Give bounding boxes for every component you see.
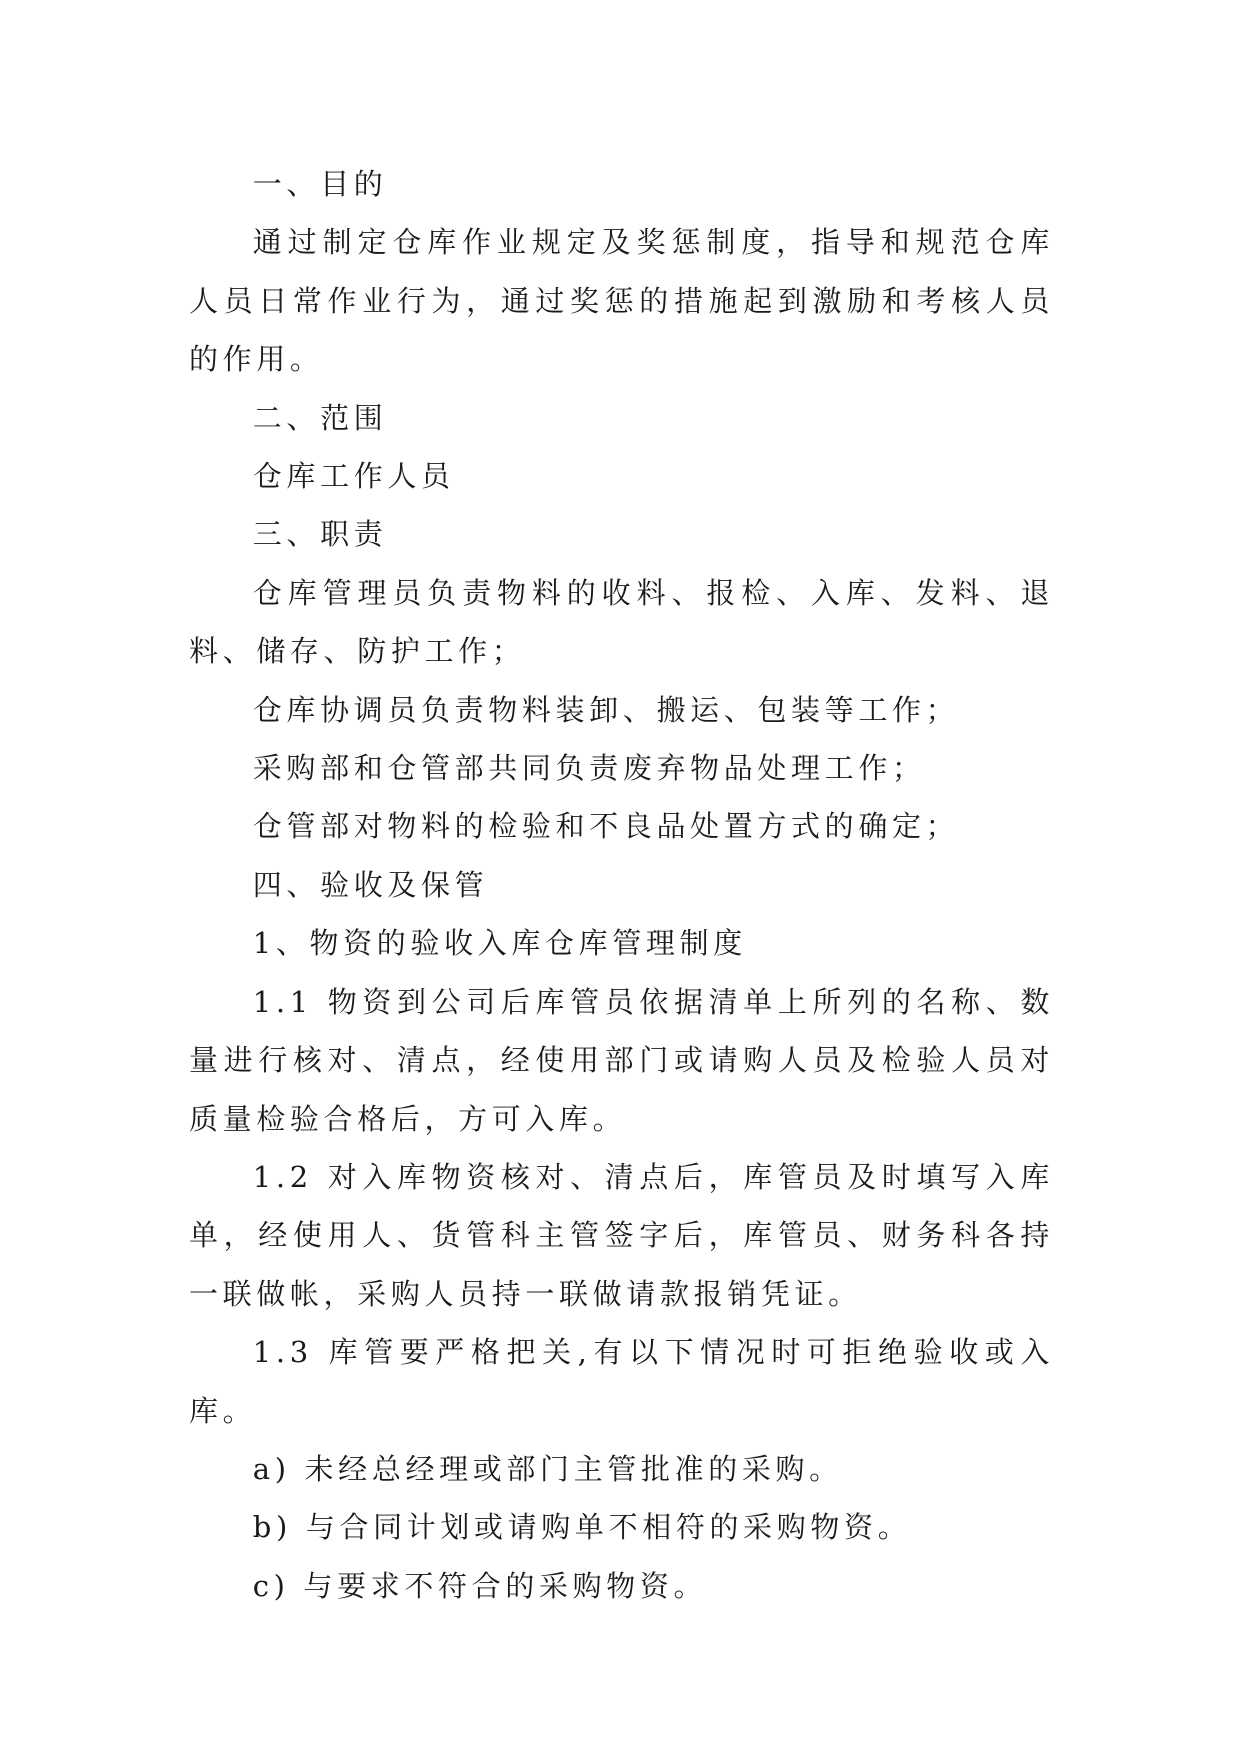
- section-heading-duties: 三、职责: [252, 517, 388, 552]
- section-heading-scope: 二、范围: [252, 400, 388, 435]
- subsection-heading-receiving: 1、物资的验收入库仓库管理制度: [252, 926, 747, 961]
- paragraph-duty-coordinator: 仓库协调员负责物料装卸、搬运、包装等工作；: [252, 692, 960, 727]
- clause-1-2: 1.2 对入库物资核对、清点后，库管员及时填写入库单，经使用人、货管科主管签字后，库管员、财务科各持一联做帐，采购人员持一联做请款报销凭证。: [189, 1159, 1054, 1311]
- clause-1-3: 1.3 库管要严格把关,有以下情况时可拒绝验收或入库。: [189, 1335, 1054, 1428]
- paragraph-duty-warehouse-manager: 仓库管理员负责物料的收料、报检、入库、发料、退料、储存、防护工作；: [189, 575, 1054, 669]
- paragraph-duty-purchasing: 采购部和仓管部共同负责废弃物品处理工作；: [252, 751, 926, 786]
- paragraph-purpose: 通过制定仓库作业规定及奖惩制度，指导和规范仓库人员日常作业行为，通过奖惩的措施起到激励和考核人员的作用。: [189, 225, 1054, 377]
- paragraph-duty-inspection: 仓管部对物料的检验和不良品处置方式的确定；: [252, 809, 960, 844]
- clause-1-1: 1.1 物资到公司后库管员依据清单上所列的名称、数量进行核对、清点，经使用部门或请购人员及检验人员对质量检验合格后，方可入库。: [189, 984, 1054, 1136]
- section-heading-acceptance: 四、验收及保管: [252, 867, 489, 902]
- list-item-a: a) 未经总经理或部门主管批准的采购。: [252, 1451, 843, 1486]
- paragraph-scope: 仓库工作人员: [252, 459, 455, 494]
- document-body: [189, 155, 1054, 1615]
- list-item-b: b) 与合同计划或请购单不相符的采购物资。: [252, 1510, 912, 1545]
- list-item-c: c) 与要求不符合的采购物资。: [252, 1568, 708, 1603]
- section-heading-purpose: 一、目的: [252, 167, 388, 201]
